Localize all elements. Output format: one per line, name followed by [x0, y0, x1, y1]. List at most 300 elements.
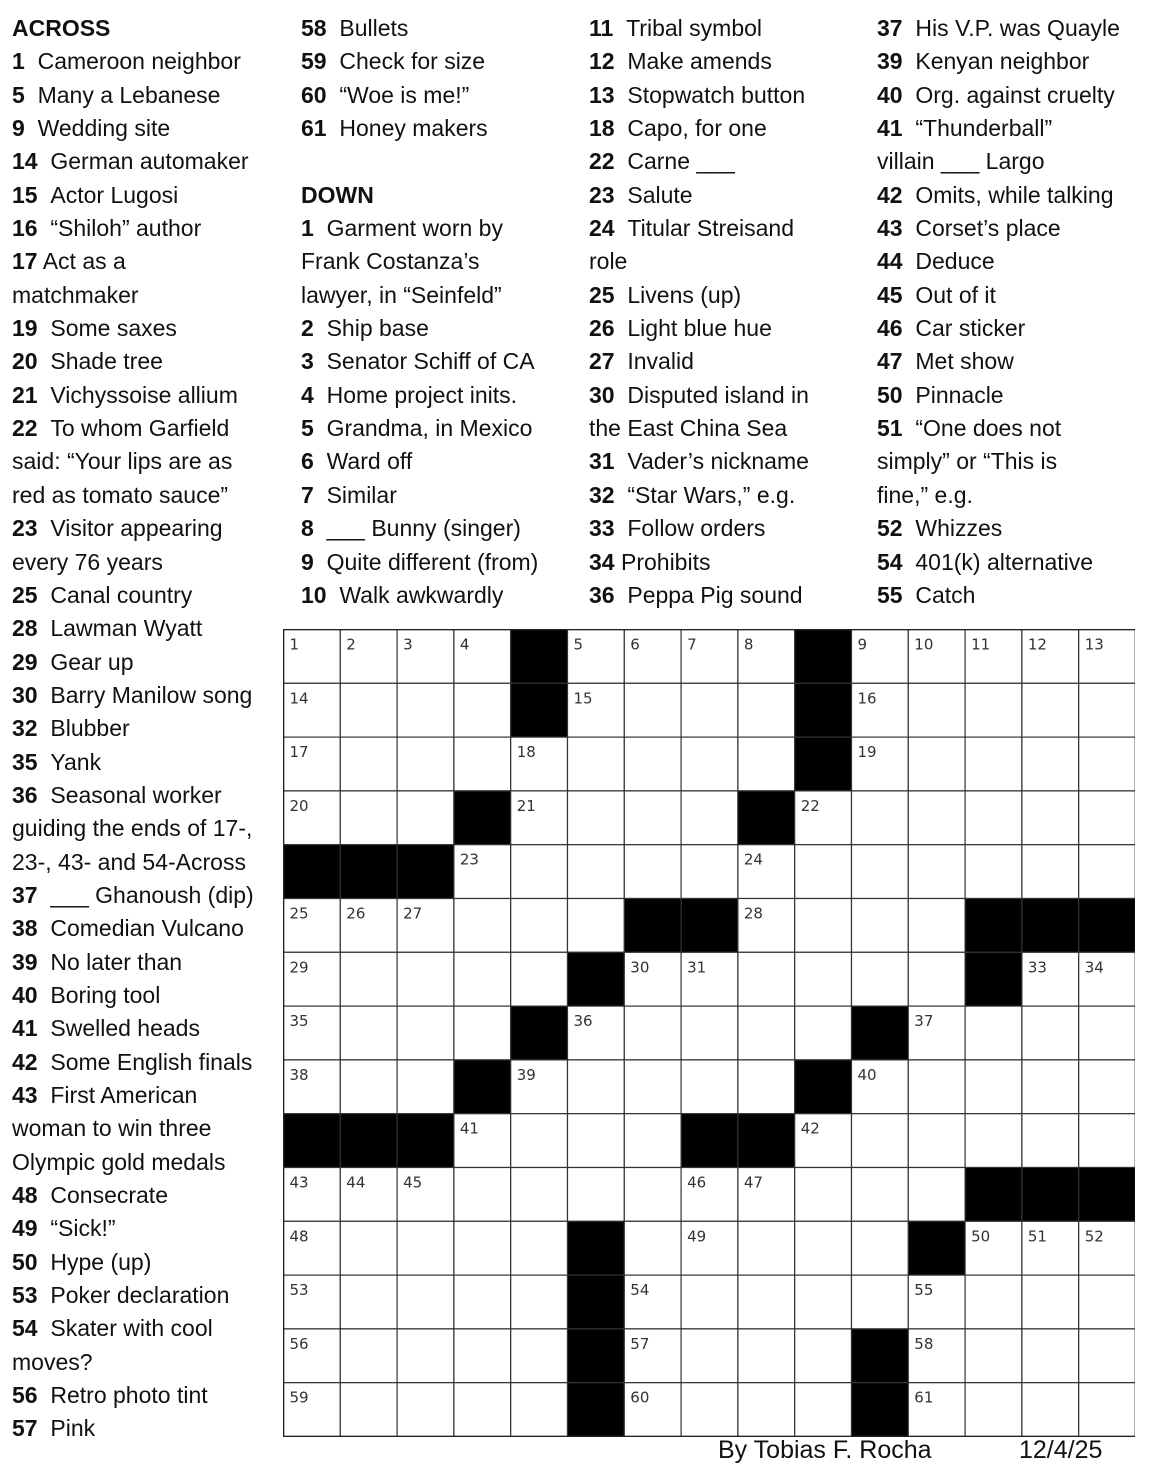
clue-text: Lawman Wyatt	[50, 615, 203, 642]
cell-number: 55	[914, 1281, 934, 1300]
cell-number: 24	[743, 850, 763, 869]
grid-cell[interactable]	[1022, 683, 1079, 737]
clue-number: 30	[12, 681, 38, 708]
clue-line	[301, 45, 538, 78]
clue-number: 25	[12, 581, 38, 608]
cell-number: 2	[346, 635, 356, 654]
grid-cell[interactable]	[852, 1275, 909, 1329]
black-square	[795, 737, 852, 791]
clue-line	[12, 245, 254, 278]
grid-cell[interactable]	[568, 737, 625, 791]
clue-number: 19	[12, 315, 38, 342]
grid-cell[interactable]	[397, 1006, 454, 1060]
clue-text: Out of it	[915, 281, 996, 308]
grid-cell[interactable]	[965, 1060, 1022, 1114]
grid-cell[interactable]	[454, 683, 511, 737]
clue-continuation: matchmaker	[12, 281, 139, 308]
black-square	[568, 1329, 625, 1383]
clue-text: Cameroon neighbor	[37, 48, 241, 75]
clue-line	[12, 1379, 254, 1412]
cell-number: 40	[857, 1065, 877, 1084]
clue-number: 2	[301, 315, 314, 342]
grid-cell[interactable]	[454, 899, 511, 953]
grid-cell[interactable]	[568, 845, 625, 899]
clue-line	[12, 612, 254, 645]
clue-text: “One does not	[915, 415, 1062, 442]
grid-cell[interactable]	[511, 845, 568, 899]
clue-text: Met show	[915, 348, 1014, 375]
black-square	[1022, 1168, 1079, 1222]
black-square	[511, 1006, 568, 1060]
cell-number: 15	[573, 689, 593, 708]
grid-cell[interactable]	[454, 737, 511, 791]
grid-cell[interactable]	[511, 1329, 568, 1383]
clue-continuation: Frank Costanza’s	[301, 248, 480, 275]
clue-line	[12, 712, 254, 745]
clue-number: 32	[589, 481, 615, 508]
cell-number: 31	[687, 958, 707, 977]
clue-number: 23	[12, 515, 38, 542]
grid-cell[interactable]	[511, 952, 568, 1006]
cell-number: 35	[289, 1012, 309, 1031]
clue-number: 39	[12, 948, 38, 975]
clue-text: Seasonal worker	[50, 781, 222, 808]
grid-cell[interactable]	[681, 1060, 738, 1114]
grid-cell[interactable]	[454, 1221, 511, 1275]
clue-line	[301, 12, 538, 45]
cell-number: 44	[346, 1173, 366, 1192]
grid-cell[interactable]	[568, 1168, 625, 1222]
clue-line	[12, 412, 254, 445]
grid-cell[interactable]	[965, 791, 1022, 845]
clue-text: Follow orders	[627, 515, 766, 542]
clue-text: Hype (up)	[50, 1248, 152, 1275]
grid-cell[interactable]	[681, 683, 738, 737]
clue-text: Some saxes	[50, 315, 177, 342]
clue-line	[589, 445, 809, 478]
clue-text: Pink	[50, 1415, 96, 1442]
clue-text: Many a Lebanese	[37, 81, 221, 108]
clue-line	[12, 1246, 254, 1279]
grid-cell[interactable]	[454, 1006, 511, 1060]
clue-number: 27	[589, 348, 615, 375]
grid-cell[interactable]	[908, 952, 965, 1006]
black-square	[397, 845, 454, 899]
black-square	[1079, 1168, 1135, 1222]
grid-cell[interactable]	[397, 1383, 454, 1437]
grid-cell[interactable]	[738, 737, 795, 791]
clue-text: “Shiloh” author	[50, 215, 202, 242]
clue-continuation: simply” or “This is	[877, 448, 1058, 475]
clue-number: 33	[589, 515, 615, 542]
black-square	[1022, 899, 1079, 953]
grid-cell[interactable]	[795, 1329, 852, 1383]
grid-cell[interactable]	[340, 1275, 397, 1329]
grid-cell[interactable]	[738, 683, 795, 737]
grid-cell[interactable]	[908, 899, 965, 953]
grid-cell[interactable]	[511, 1114, 568, 1168]
grid-cell[interactable]	[852, 952, 909, 1006]
clue-text: Carne ___	[627, 148, 735, 175]
down-header: DOWN	[301, 181, 374, 208]
grid-cell[interactable]	[511, 1275, 568, 1329]
grid-cell[interactable]	[340, 952, 397, 1006]
grid-cell[interactable]	[795, 1006, 852, 1060]
cell-number: 12	[1027, 635, 1047, 654]
grid-cell[interactable]	[852, 1221, 909, 1275]
clue-line	[589, 546, 809, 579]
black-square	[454, 1060, 511, 1114]
clue-line	[301, 112, 538, 145]
clue-number: 24	[589, 215, 615, 242]
clue-number: 25	[589, 281, 615, 308]
grid-cell[interactable]	[965, 683, 1022, 737]
grid-cell[interactable]	[624, 1221, 681, 1275]
grid-cell[interactable]	[795, 899, 852, 953]
grid-cell[interactable]	[1079, 683, 1135, 737]
grid-cell[interactable]	[795, 1383, 852, 1437]
clue-number: 58	[301, 15, 327, 41]
clue-line	[12, 946, 254, 979]
black-square	[795, 630, 852, 684]
clue-text: Check for size	[339, 48, 486, 75]
grid-cell[interactable]	[397, 683, 454, 737]
cell-number: 8	[743, 635, 754, 654]
clue-continuation: red as tomato sauce”	[12, 481, 229, 508]
spacer-line	[301, 145, 538, 178]
grid-cell[interactable]	[738, 1329, 795, 1383]
clue-number: 41	[12, 1015, 38, 1042]
clue-text: Grandma, in Mexico	[326, 415, 533, 442]
grid-cell[interactable]	[1022, 737, 1079, 791]
clue-text: Garment worn by	[326, 215, 503, 242]
clue-line	[877, 12, 1120, 45]
clue-line	[589, 145, 809, 178]
grid-cell[interactable]	[965, 1383, 1022, 1437]
grid-cell[interactable]	[624, 737, 681, 791]
grid-cell[interactable]	[795, 1221, 852, 1275]
clue-line	[301, 312, 538, 345]
grid-cell[interactable]	[1079, 1275, 1135, 1329]
clue-text: Skater with cool	[50, 1315, 213, 1342]
grid-cell[interactable]	[397, 952, 454, 1006]
grid-cell[interactable]	[1022, 791, 1079, 845]
clue-line	[301, 579, 538, 612]
clue-line	[877, 546, 1120, 579]
grid-cell[interactable]	[511, 1221, 568, 1275]
grid-cell[interactable]	[1022, 1275, 1079, 1329]
grid-cell[interactable]	[397, 1329, 454, 1383]
black-square	[568, 1221, 625, 1275]
clue-number: 50	[12, 1248, 38, 1275]
clue-line	[301, 445, 538, 478]
black-square	[908, 1221, 965, 1275]
grid-cell[interactable]	[454, 1329, 511, 1383]
black-square	[511, 630, 568, 684]
clue-line	[589, 279, 809, 312]
clue-text: To whom Garfield	[50, 415, 230, 442]
clue-line	[12, 746, 254, 779]
clue-number: 13	[589, 81, 615, 108]
clue-line	[589, 479, 809, 512]
black-square	[511, 683, 568, 737]
clue-line	[877, 212, 1120, 245]
cell-number: 4	[459, 635, 470, 654]
clue-number: 11	[589, 15, 614, 41]
grid-cell[interactable]	[1079, 845, 1135, 899]
clue-number: 17	[12, 248, 38, 275]
grid-cell[interactable]	[397, 737, 454, 791]
clue-number: 36	[12, 781, 38, 808]
grid-cell[interactable]	[624, 1168, 681, 1222]
grid-cell[interactable]	[1079, 1329, 1135, 1383]
clue-continuation: Olympic gold medals	[12, 1148, 226, 1175]
clue-text: Light blue hue	[627, 315, 772, 342]
grid-cell[interactable]	[738, 1060, 795, 1114]
cell-number: 20	[289, 796, 309, 815]
clue-text: Salute	[627, 181, 693, 208]
grid-cell[interactable]	[795, 952, 852, 1006]
clue-number: 7	[301, 481, 314, 508]
clue-line	[589, 579, 809, 612]
clue-column-4	[877, 12, 1120, 612]
clue-number: 52	[877, 515, 903, 542]
grid-cell[interactable]	[681, 1275, 738, 1329]
grid-cell[interactable]	[681, 1006, 738, 1060]
grid-cell[interactable]	[1022, 845, 1079, 899]
cell-number: 37	[914, 1012, 934, 1031]
grid-cell[interactable]	[852, 1114, 909, 1168]
grid-cell[interactable]	[908, 737, 965, 791]
grid-cell[interactable]	[965, 1006, 1022, 1060]
grid-cell[interactable]	[340, 791, 397, 845]
cell-number: 5	[573, 635, 584, 654]
grid-cell[interactable]	[908, 845, 965, 899]
clue-text: Peppa Pig sound	[627, 581, 803, 608]
grid-cell[interactable]	[624, 791, 681, 845]
grid-cell[interactable]	[1079, 737, 1135, 791]
clue-text: Invalid	[627, 348, 694, 375]
grid-cell[interactable]	[624, 1006, 681, 1060]
cell-number: 48	[289, 1227, 309, 1246]
grid-cell[interactable]	[908, 683, 965, 737]
grid-cell[interactable]	[738, 1221, 795, 1275]
grid-cell[interactable]	[568, 1060, 625, 1114]
grid-cell[interactable]	[1079, 1006, 1135, 1060]
grid-cell[interactable]	[340, 1221, 397, 1275]
clue-number: 3	[301, 348, 314, 375]
clue-text: Pinnacle	[915, 381, 1004, 408]
grid-cell[interactable]	[738, 1275, 795, 1329]
grid-cell[interactable]	[340, 1329, 397, 1383]
grid-cell[interactable]	[681, 1329, 738, 1383]
clue-text: Deduce	[915, 248, 995, 275]
clue-line	[301, 345, 538, 378]
clue-line	[12, 1312, 254, 1345]
grid-cell[interactable]	[1022, 1383, 1079, 1437]
clue-text: ___ Bunny (singer)	[326, 515, 521, 542]
grid-cell[interactable]	[340, 737, 397, 791]
grid-cell[interactable]	[852, 791, 909, 845]
grid-cell[interactable]	[340, 1383, 397, 1437]
grid-cell[interactable]	[1022, 1114, 1079, 1168]
clue-text: Vichyssoise allium	[50, 381, 238, 408]
clue-continuation: lawyer, in “Seinfeld”	[301, 281, 502, 308]
clue-line	[877, 245, 1120, 278]
clue-text: Comedian Vulcano	[50, 915, 244, 942]
clue-line	[12, 112, 254, 145]
grid-cell[interactable]	[624, 1060, 681, 1114]
byline: By Tobias F. Rocha	[718, 1436, 932, 1464]
clue-line	[12, 1279, 254, 1312]
cell-number: 45	[403, 1173, 423, 1192]
grid-cell[interactable]	[454, 1275, 511, 1329]
grid-cell[interactable]	[908, 1114, 965, 1168]
clue-line	[12, 512, 254, 545]
clue-text: Whizzes	[915, 515, 1003, 542]
grid-cell[interactable]	[738, 952, 795, 1006]
grid-cell[interactable]	[1079, 1114, 1135, 1168]
grid-cell[interactable]	[511, 1168, 568, 1222]
cell-number: 14	[289, 689, 309, 708]
clue-line	[301, 379, 538, 412]
clue-number: 30	[589, 381, 615, 408]
clue-continuation: guiding the ends of 17-,	[12, 815, 253, 842]
grid-cell[interactable]	[624, 1114, 681, 1168]
clue-number: 54	[877, 548, 903, 575]
grid-cell[interactable]	[852, 845, 909, 899]
grid-cell[interactable]	[795, 845, 852, 899]
grid-cell[interactable]	[738, 1383, 795, 1437]
grid-cell[interactable]	[795, 1275, 852, 1329]
clue-number: 44	[877, 248, 903, 275]
grid-cell[interactable]	[340, 1060, 397, 1114]
grid-cell[interactable]	[908, 791, 965, 845]
clue-line	[589, 112, 809, 145]
grid-cell[interactable]	[454, 952, 511, 1006]
grid-cell[interactable]	[1079, 1383, 1135, 1437]
grid-cell[interactable]	[568, 899, 625, 953]
grid-cell[interactable]	[511, 899, 568, 953]
cell-number: 21	[516, 796, 536, 815]
grid-cell[interactable]	[738, 1006, 795, 1060]
clue-line	[589, 312, 809, 345]
grid-cell[interactable]	[852, 899, 909, 953]
clue-text: No later than	[50, 948, 183, 975]
grid-cell[interactable]	[624, 845, 681, 899]
clue-line	[12, 212, 254, 245]
clue-text: Capo, for one	[627, 115, 767, 142]
clue-number: 48	[12, 1182, 38, 1209]
grid-cell[interactable]	[852, 1168, 909, 1222]
clue-number: 36	[589, 581, 615, 608]
grid-cell[interactable]	[1079, 791, 1135, 845]
cell-number: 60	[630, 1388, 650, 1407]
grid-cell[interactable]	[965, 1329, 1022, 1383]
clue-continuation: villain ___ Largo	[877, 148, 1045, 175]
clue-text: Prohibits	[620, 548, 711, 575]
clue-number: 32	[12, 715, 38, 742]
clue-line	[877, 79, 1120, 112]
cell-number: 9	[857, 635, 868, 654]
grid-cell[interactable]	[340, 683, 397, 737]
clue-text: Actor Lugosi	[50, 181, 179, 208]
grid-cell[interactable]	[681, 737, 738, 791]
clue-number: 6	[301, 448, 314, 475]
grid-cell[interactable]	[1079, 1060, 1135, 1114]
clue-number: 22	[12, 415, 38, 442]
clue-text: Corset’s place	[915, 215, 1061, 242]
clue-text: Ship base	[326, 315, 429, 342]
grid-cell[interactable]	[397, 791, 454, 845]
grid-cell[interactable]	[568, 791, 625, 845]
cell-number: 47	[743, 1173, 763, 1192]
grid-cell[interactable]	[340, 1006, 397, 1060]
grid-cell[interactable]	[397, 1221, 454, 1275]
grid-cell[interactable]	[965, 1114, 1022, 1168]
black-square	[397, 1114, 454, 1168]
grid-cell[interactable]	[454, 1168, 511, 1222]
grid-cell[interactable]	[965, 1275, 1022, 1329]
clue-text: ___ Ghanoush (dip)	[50, 881, 254, 908]
grid-cell[interactable]	[795, 1168, 852, 1222]
clue-text: Retro photo tint	[50, 1382, 208, 1409]
cell-number: 51	[1027, 1227, 1047, 1246]
clue-line	[12, 1079, 254, 1112]
cell-number: 46	[687, 1173, 707, 1192]
clue-line	[589, 345, 809, 378]
grid-cell[interactable]	[568, 1114, 625, 1168]
black-square	[681, 1114, 738, 1168]
clue-line	[12, 1212, 254, 1245]
grid-cell[interactable]	[397, 1275, 454, 1329]
clue-number: 28	[12, 615, 38, 642]
grid-cell[interactable]	[965, 737, 1022, 791]
grid-cell[interactable]	[1022, 1329, 1079, 1383]
cell-number: 26	[346, 904, 366, 923]
grid-cell[interactable]	[1022, 1060, 1079, 1114]
clue-number: 12	[589, 48, 615, 75]
grid-cell[interactable]	[908, 1060, 965, 1114]
grid-cell[interactable]	[965, 845, 1022, 899]
grid-cell[interactable]	[681, 791, 738, 845]
grid-cell[interactable]	[454, 1383, 511, 1437]
clue-line	[589, 179, 809, 212]
clue-line	[12, 379, 254, 412]
clue-number: 37	[877, 15, 903, 41]
black-square	[284, 845, 341, 899]
black-square	[1079, 899, 1135, 953]
clue-number: 45	[877, 281, 903, 308]
clue-number: 22	[589, 148, 615, 175]
grid-cell[interactable]	[681, 1383, 738, 1437]
grid-cell[interactable]	[397, 1060, 454, 1114]
cell-number: 50	[971, 1227, 991, 1246]
clue-line	[12, 79, 254, 112]
grid-cell[interactable]	[908, 1168, 965, 1222]
clue-number: 1	[12, 48, 25, 75]
clue-continuation: the East China Sea	[589, 415, 788, 442]
grid-cell[interactable]	[1022, 1006, 1079, 1060]
grid-cell[interactable]	[681, 845, 738, 899]
grid-cell[interactable]	[511, 1383, 568, 1437]
grid-cell[interactable]	[624, 683, 681, 737]
clue-line	[301, 212, 538, 245]
clue-number: 5	[12, 81, 25, 108]
cell-number: 29	[289, 958, 309, 977]
black-square	[681, 899, 738, 953]
clue-text: Shade tree	[50, 348, 163, 375]
